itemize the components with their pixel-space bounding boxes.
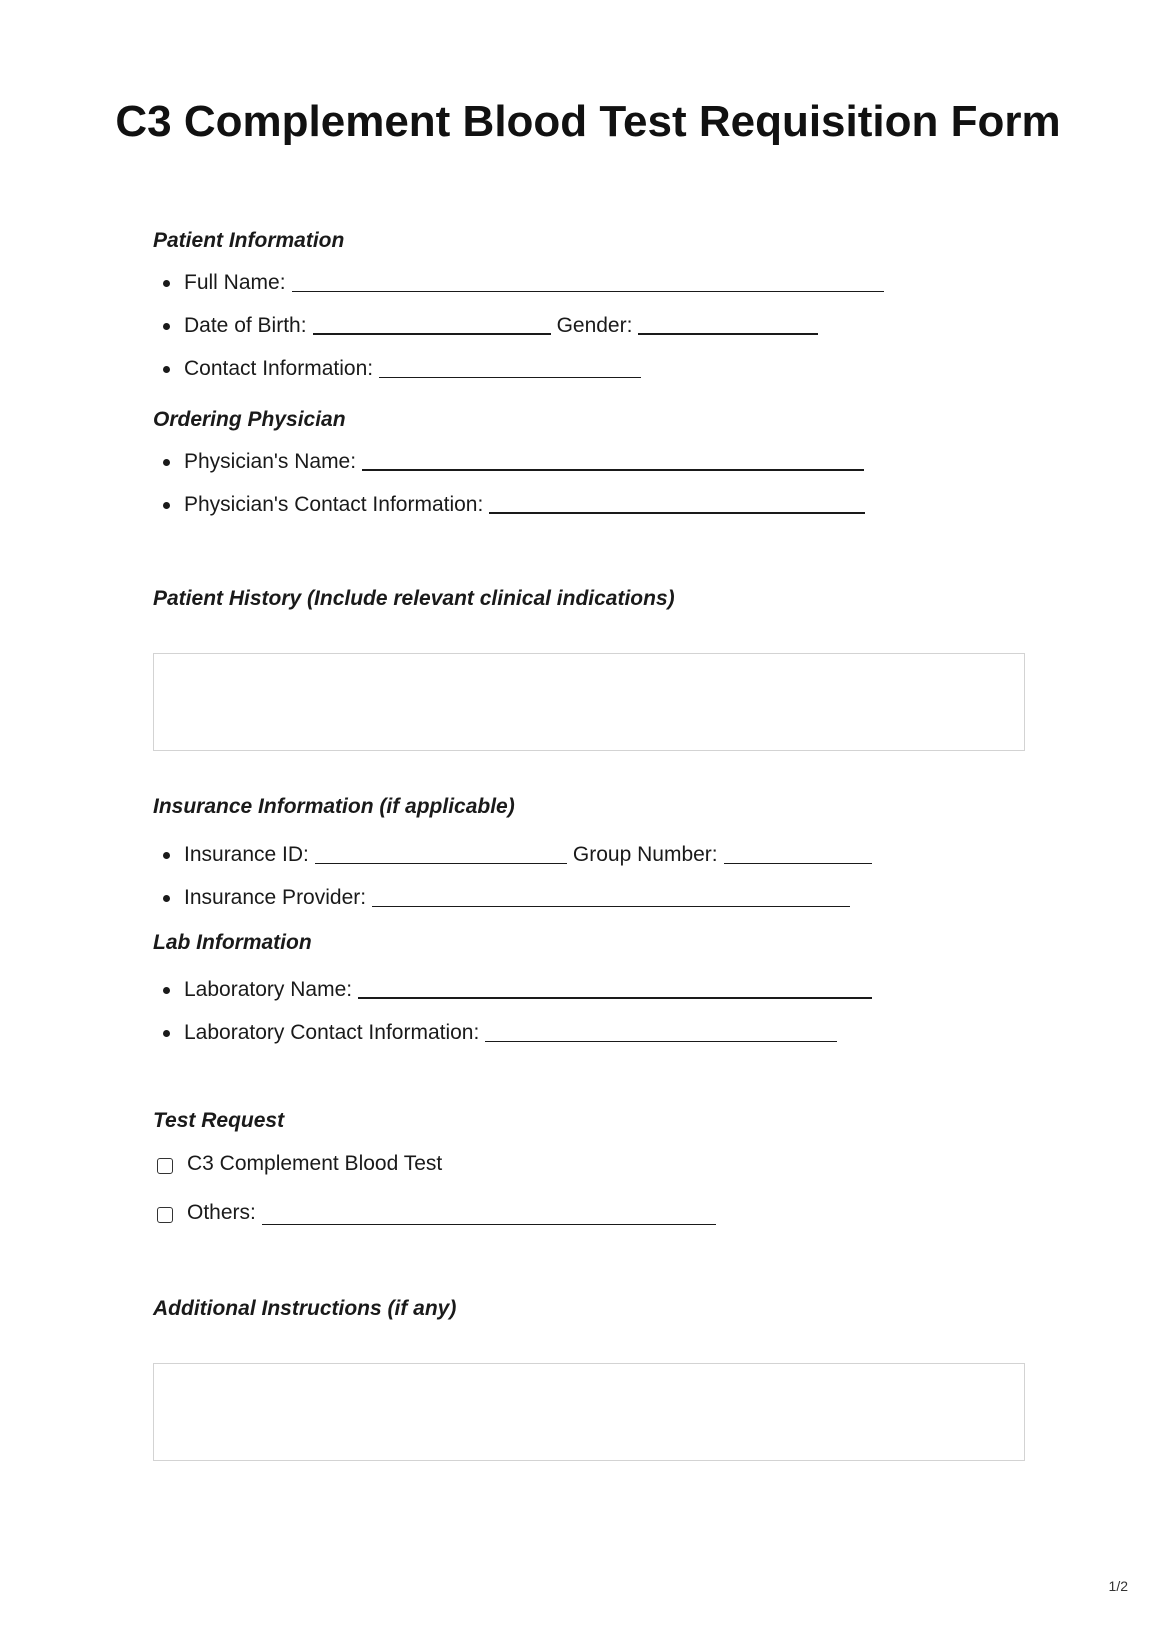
additional-instructions-box[interactable]	[153, 1363, 1025, 1461]
group-number-blank[interactable]	[724, 863, 872, 864]
checkbox-icon[interactable]	[157, 1158, 173, 1174]
bullet-icon	[163, 280, 170, 287]
checkbox-icon[interactable]	[157, 1207, 173, 1223]
field-insurance-id-group	[163, 840, 872, 868]
test-option-others[interactable]	[157, 1198, 716, 1228]
bullet-icon	[163, 366, 170, 373]
section-heading-patient-history: Patient History (Include relevant clinical indications)	[153, 587, 675, 610]
insurance-id-label: Insurance ID:	[184, 843, 309, 866]
field-full-name	[163, 268, 884, 296]
section-heading-test-request: Test Request	[153, 1109, 285, 1132]
laboratory-contact-label: Laboratory Contact Information:	[184, 1021, 480, 1044]
laboratory-name-label: Laboratory Name:	[184, 978, 353, 1001]
insurance-provider-blank[interactable]	[372, 906, 850, 907]
others-blank[interactable]	[262, 1224, 716, 1225]
bullet-icon	[163, 459, 170, 466]
contact-information-label: Contact Information:	[184, 357, 374, 380]
field-dob-gender	[163, 311, 818, 339]
section-heading-additional-instructions: Additional Instructions (if any)	[153, 1297, 457, 1320]
test-option-c3-label: C3 Complement Blood Test	[187, 1152, 443, 1175]
physician-contact-label: Physician's Contact Information:	[184, 493, 484, 516]
field-physician-name	[163, 447, 864, 475]
bullet-icon	[163, 852, 170, 859]
field-insurance-provider	[163, 883, 850, 911]
dob-label: Date of Birth:	[184, 314, 307, 337]
bullet-icon	[163, 1030, 170, 1037]
field-physician-contact	[163, 490, 865, 518]
dob-blank[interactable]	[313, 333, 551, 335]
insurance-provider-label: Insurance Provider:	[184, 886, 367, 909]
test-option-c3[interactable]	[157, 1149, 442, 1179]
physician-name-blank[interactable]	[362, 469, 864, 471]
full-name-blank[interactable]	[292, 291, 884, 292]
physician-contact-blank[interactable]	[489, 512, 865, 514]
bullet-icon	[163, 987, 170, 994]
gender-label: Gender:	[556, 314, 633, 337]
group-number-label: Group Number:	[572, 843, 718, 866]
field-laboratory-name	[163, 975, 872, 1003]
section-heading-lab-information: Lab Information	[153, 931, 312, 954]
patient-history-box[interactable]	[153, 653, 1025, 751]
field-laboratory-contact	[163, 1018, 837, 1046]
full-name-label: Full Name:	[184, 271, 286, 294]
page-title-text: C3 Complement Blood Test Requisition Form	[115, 97, 1061, 146]
page-number: 1/2	[1108, 1578, 1128, 1594]
page-title	[0, 96, 1176, 148]
section-heading-insurance-information: Insurance Information (if applicable)	[153, 795, 515, 818]
contact-information-blank[interactable]	[379, 377, 641, 378]
laboratory-contact-blank[interactable]	[485, 1041, 837, 1042]
laboratory-name-blank[interactable]	[358, 997, 872, 999]
bullet-icon	[163, 895, 170, 902]
field-contact-information	[163, 354, 641, 382]
gender-blank[interactable]	[638, 333, 818, 335]
bullet-icon	[163, 323, 170, 330]
physician-name-label: Physician's Name:	[184, 450, 357, 473]
insurance-id-blank[interactable]	[315, 863, 567, 864]
bullet-icon	[163, 502, 170, 509]
section-heading-patient-information: Patient Information	[153, 229, 345, 252]
section-heading-ordering-physician: Ordering Physician	[153, 408, 346, 431]
test-option-others-label: Others:	[187, 1201, 256, 1224]
